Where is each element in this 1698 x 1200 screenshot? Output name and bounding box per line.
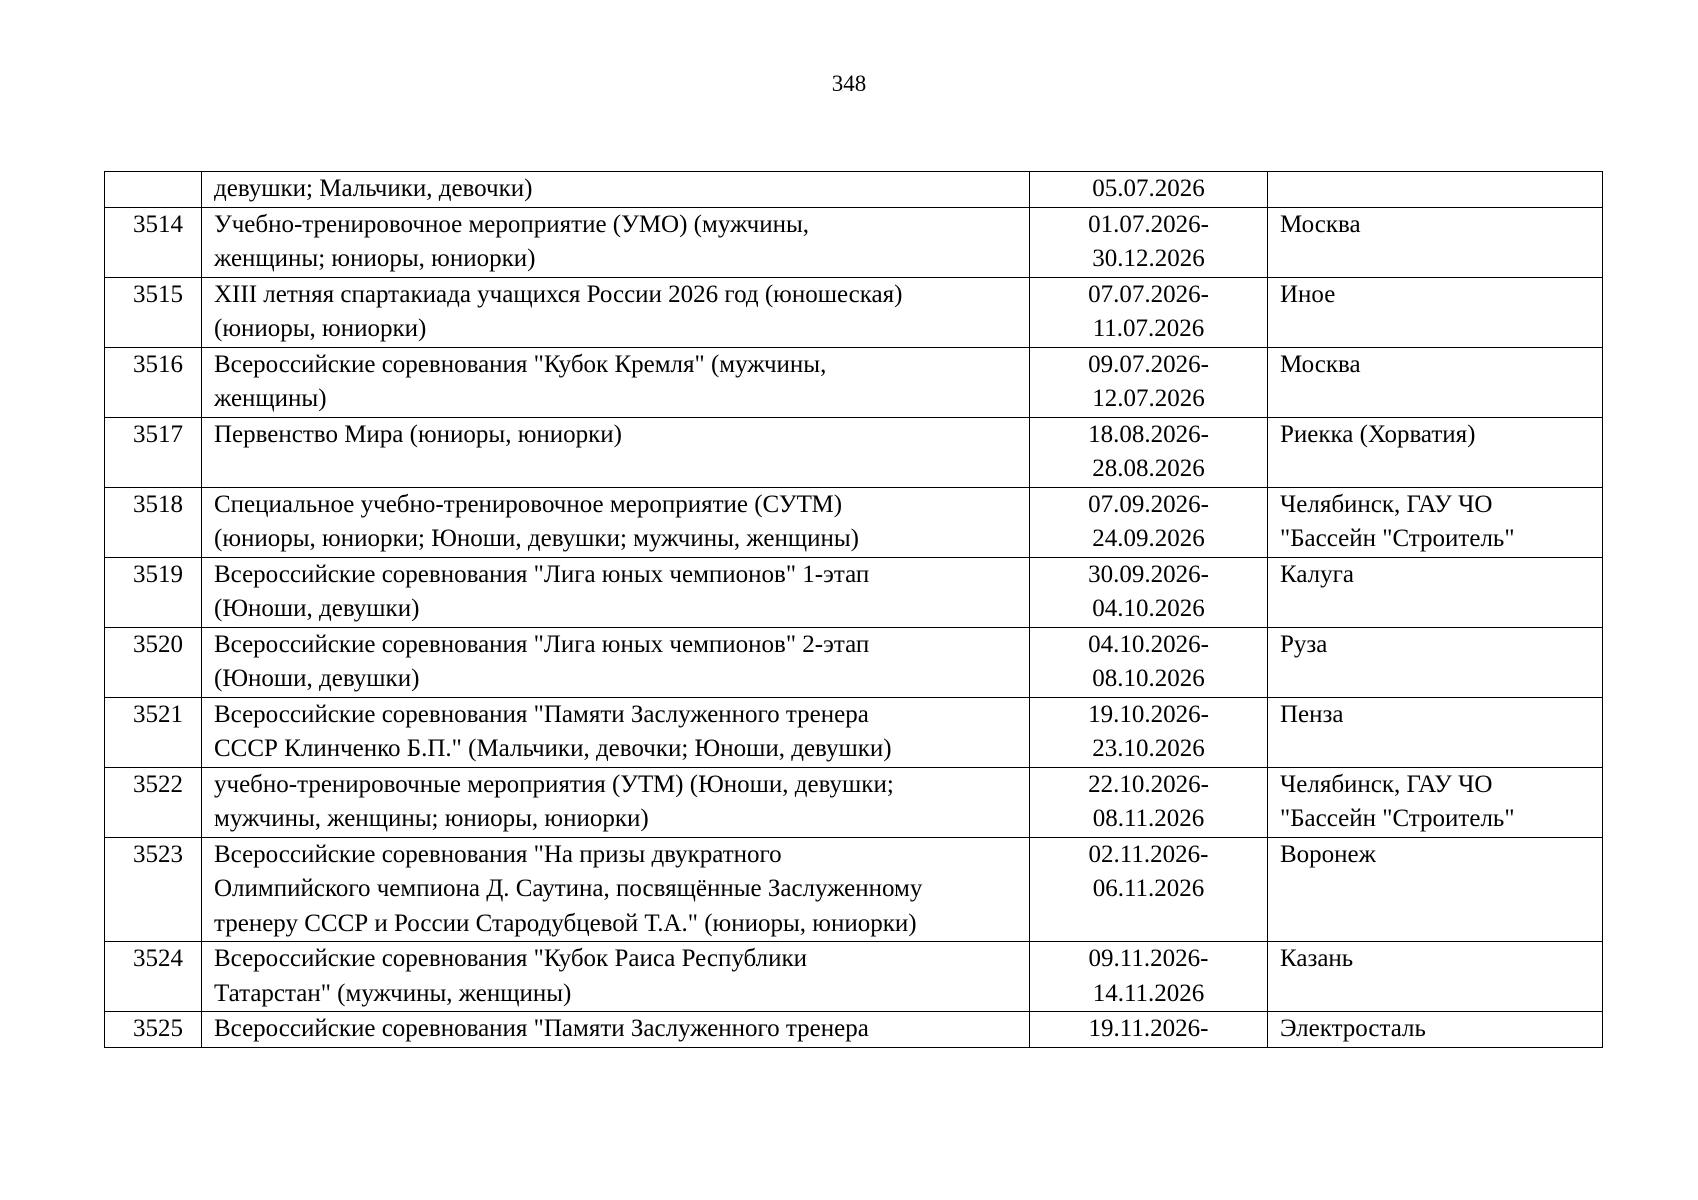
row-number: 3520 <box>105 627 202 697</box>
table-row <box>105 557 1603 627</box>
event-place: Руза <box>1268 627 1603 697</box>
event-dates: 02.11.2026- 06.11.2026 <box>1030 837 1268 942</box>
event-dates: 30.09.2026- 04.10.2026 <box>1030 557 1268 627</box>
event-name: учебно-тренировочные мероприятия (УТМ) (Юноши, девушки; мужчины, женщины; юниоры, юниорки) <box>202 767 1030 837</box>
event-dates: 04.10.2026- 08.10.2026 <box>1030 627 1268 697</box>
event-dates: 09.11.2026- 14.11.2026 <box>1030 942 1268 1012</box>
event-place: Иное <box>1268 277 1603 347</box>
event-place <box>1268 172 1603 208</box>
event-dates: 09.07.2026- 12.07.2026 <box>1030 347 1268 417</box>
event-place: Челябинск, ГАУ ЧО "Бассейн "Строитель" <box>1268 487 1603 557</box>
event-name: Первенство Мира (юниоры, юниорки) <box>202 417 1030 487</box>
row-number: 3524 <box>105 942 202 1012</box>
event-name: Всероссийские соревнования "Кубок Кремля" (мужчины, женщины) <box>202 347 1030 417</box>
table-row <box>105 207 1603 277</box>
row-number: 3523 <box>105 837 202 942</box>
event-place: Электросталь <box>1268 1012 1603 1048</box>
event-name: Всероссийские соревнования "Лига юных чемпионов" 1-этап (Юноши, девушки) <box>202 557 1030 627</box>
event-place: Пенза <box>1268 697 1603 767</box>
event-name: Всероссийские соревнования "Памяти Заслуженного тренера <box>202 1012 1030 1048</box>
event-place: Казань <box>1268 942 1603 1012</box>
row-number: 3522 <box>105 767 202 837</box>
event-name: девушки; Мальчики, девочки) <box>202 172 1030 208</box>
table-row <box>105 1012 1603 1048</box>
event-dates: 22.10.2026- 08.11.2026 <box>1030 767 1268 837</box>
row-number: 3517 <box>105 417 202 487</box>
event-dates: 07.09.2026- 24.09.2026 <box>1030 487 1268 557</box>
table-row <box>105 347 1603 417</box>
event-dates: 18.08.2026- 28.08.2026 <box>1030 417 1268 487</box>
event-dates: 01.07.2026- 30.12.2026 <box>1030 207 1268 277</box>
event-name: Учебно-тренировочное мероприятие (УМО) (мужчины, женщины; юниоры, юниорки) <box>202 207 1030 277</box>
event-place: Москва <box>1268 347 1603 417</box>
event-dates: 19.10.2026- 23.10.2026 <box>1030 697 1268 767</box>
event-name: Всероссийские соревнования "Памяти Заслуженного тренера СССР Клинченко Б.П." (Мальчики, девочки; Юноши, девушки) <box>202 697 1030 767</box>
table-row <box>105 627 1603 697</box>
row-number: 3519 <box>105 557 202 627</box>
event-place: Воронеж <box>1268 837 1603 942</box>
events-table <box>104 171 1603 1048</box>
table-row <box>105 767 1603 837</box>
event-name: Специальное учебно-тренировочное мероприятие (СУТМ) (юниоры, юниорки; Юноши, девушки; мужчины, женщины) <box>202 487 1030 557</box>
event-dates: 05.07.2026 <box>1030 172 1268 208</box>
event-name: Всероссийские соревнования "Кубок Раиса Республики Татарстан" (мужчины, женщины) <box>202 942 1030 1012</box>
table-row <box>105 277 1603 347</box>
row-number: 3514 <box>105 207 202 277</box>
event-dates: 07.07.2026- 11.07.2026 <box>1030 277 1268 347</box>
table-row <box>105 837 1603 942</box>
row-number: 3521 <box>105 697 202 767</box>
event-place: Калуга <box>1268 557 1603 627</box>
table-row <box>105 417 1603 487</box>
row-number <box>105 172 202 208</box>
page-number: 348 <box>831 71 867 96</box>
table-row <box>105 487 1603 557</box>
event-name: XIII летняя спартакиада учащихся России 2026 год (юношеская) (юниоры, юниорки) <box>202 277 1030 347</box>
event-name: Всероссийские соревнования "На призы двукратного Олимпийского чемпиона Д. Саутина, посвящённые Заслуженному тренеру СССР и России Стародубцевой Т.А." (юниоры, юниорки) <box>202 837 1030 942</box>
table-row <box>105 172 1603 208</box>
table-row <box>105 942 1603 1012</box>
table-row <box>105 697 1603 767</box>
event-name: Всероссийские соревнования "Лига юных чемпионов" 2-этап (Юноши, девушки) <box>202 627 1030 697</box>
row-number: 3516 <box>105 347 202 417</box>
row-number: 3525 <box>105 1012 202 1048</box>
event-place: Челябинск, ГАУ ЧО "Бассейн "Строитель" <box>1268 767 1603 837</box>
row-number: 3518 <box>105 487 202 557</box>
event-dates: 19.11.2026- <box>1030 1012 1268 1048</box>
event-place: Москва <box>1268 207 1603 277</box>
event-place: Риекка (Хорватия) <box>1268 417 1603 487</box>
row-number: 3515 <box>105 277 202 347</box>
